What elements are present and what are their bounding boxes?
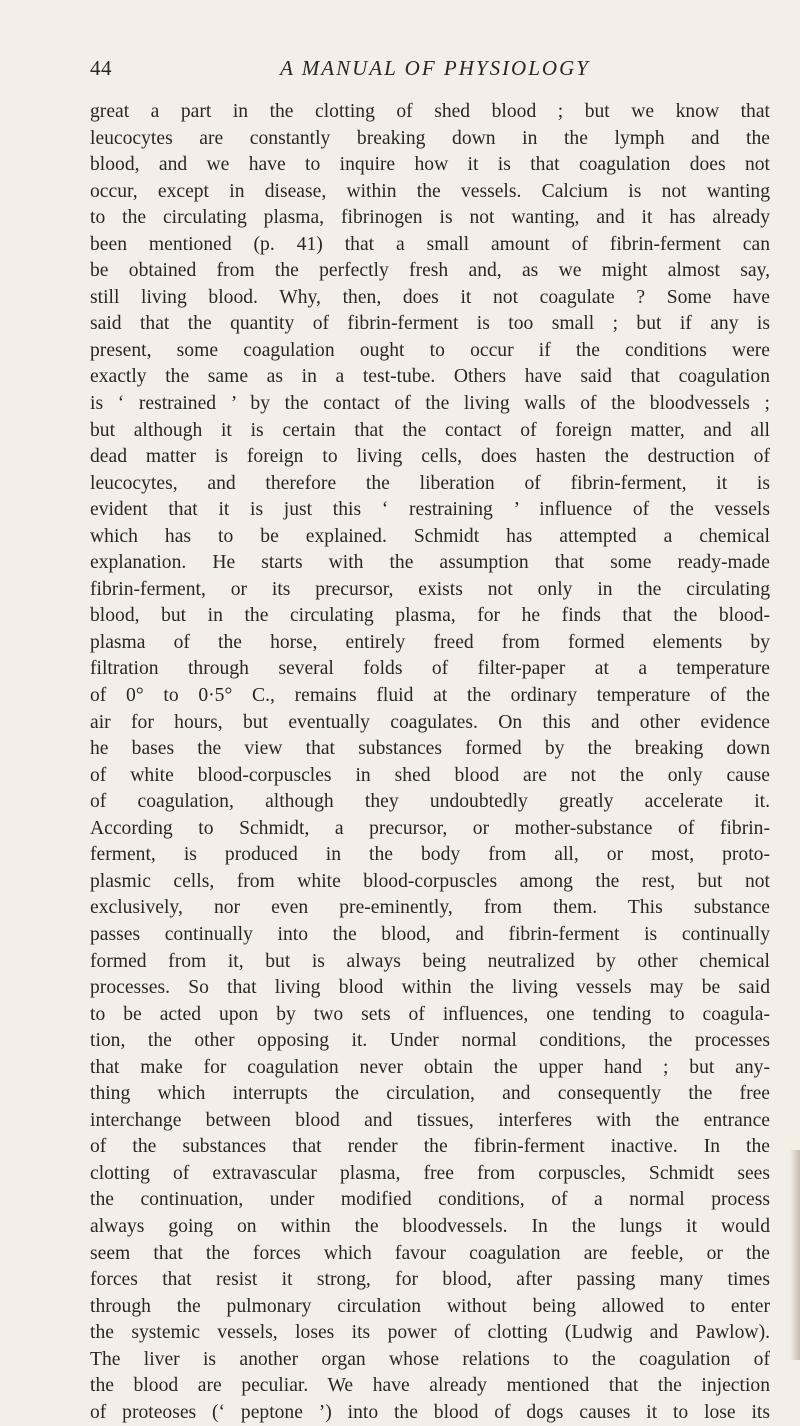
text-line: exclusively, nor even pre-eminently, from them. This substance bbox=[90, 897, 770, 919]
text-line: interchange between blood and tissues, interferes with the entrance bbox=[90, 1109, 770, 1131]
text-line: seem that the forces which favour coagulation are feeble, or the bbox=[90, 1242, 770, 1264]
text-line: ferment, is produced in the body from all, or most, proto- bbox=[90, 844, 770, 866]
text-line: to be acted upon by two sets of influences, one tending to coagula- bbox=[90, 1003, 770, 1025]
text-line: the systemic vessels, loses its power of clotting (Ludwig and Pawlow). bbox=[90, 1322, 770, 1344]
text-line: present, some coagulation ought to occur if the conditions were bbox=[90, 339, 770, 361]
running-head: A MANUAL OF PHYSIOLOGY bbox=[280, 56, 590, 80]
text-line: which has to be explained. Schmidt has attempted a chemical bbox=[90, 525, 770, 547]
text-line: he bases the view that substances formed by the breaking down bbox=[90, 738, 770, 760]
text-line: According to Schmidt, a precursor, or mother-substance of fibrin- bbox=[90, 817, 770, 839]
text-line: is ‘ restrained ’ by the contact of the living walls of the bloodvessels ; bbox=[90, 393, 770, 415]
text-line: of proteoses (‘ peptone ’) into the blood of dogs causes it to lose its bbox=[90, 1401, 770, 1423]
text-line: be obtained from the perfectly fresh and, as we might almost say, bbox=[90, 260, 770, 282]
text-line: explanation. He starts with the assumption that some ready-made bbox=[90, 552, 770, 574]
text-line: thing which interrupts the circulation, and consequently the free bbox=[90, 1083, 770, 1105]
text-line: been mentioned (p. 41) that a small amount of fibrin-ferment can bbox=[90, 233, 770, 255]
text-line: formed from it, but is always being neutralized by other chemical bbox=[90, 950, 770, 972]
text-line: blood, but in the circulating plasma, for he finds that the blood- bbox=[90, 605, 770, 627]
text-line: plasmic cells, from white blood-corpuscles among the rest, but not bbox=[90, 870, 770, 892]
text-line: occur, except in disease, within the vessels. Calcium is not wanting bbox=[90, 180, 770, 202]
text-line: of coagulation, although they undoubtedly greatly accelerate it. bbox=[90, 791, 770, 813]
text-line: passes continually into the blood, and fibrin-ferment is continually bbox=[90, 923, 770, 945]
text-line: processes. So that living blood within the living vessels may be said bbox=[90, 977, 770, 999]
text-line: the blood are peculiar. We have already mentioned that the injection bbox=[90, 1375, 770, 1397]
page-number: 44 bbox=[90, 56, 112, 80]
page-header bbox=[90, 56, 780, 86]
text-line: always going on within the bloodvessels. In the lungs it would bbox=[90, 1215, 770, 1237]
text-line: The liver is another organ whose relations to the coagulation of bbox=[90, 1348, 770, 1370]
text-line: filtration through several folds of filter-paper at a temperature bbox=[90, 658, 770, 680]
text-line: through the pulmonary circulation without being allowed to enter bbox=[90, 1295, 770, 1317]
text-line: evident that it is just this ‘ restraining ’ influence of the vessels bbox=[90, 499, 770, 521]
text-line: leucocytes, and therefore the liberation of fibrin-ferment, it is bbox=[90, 472, 770, 494]
text-line: but although it is certain that the contact of foreign matter, and all bbox=[90, 419, 770, 441]
text-line: of white blood-corpuscles in shed blood are not the only cause bbox=[90, 764, 770, 786]
text-line: forces that resist it strong, for blood, after passing many times bbox=[90, 1269, 770, 1291]
text-line: of the substances that render the fibrin-ferment inactive. In the bbox=[90, 1136, 770, 1158]
text-line: exactly the same as in a test-tube. Others have said that coagulation bbox=[90, 366, 770, 388]
text-line: still living blood. Why, then, does it not coagulate ? Some have bbox=[90, 286, 770, 308]
page-edge-shadow bbox=[790, 1150, 800, 1360]
text-line: to the circulating plasma, fibrinogen is not wanting, and it has already bbox=[90, 207, 770, 229]
text-line: said that the quantity of fibrin-ferment is too small ; but if any is bbox=[90, 313, 770, 335]
text-line: that make for coagulation never obtain the upper hand ; but any- bbox=[90, 1056, 770, 1078]
text-line: clotting of extravascular plasma, free from corpuscles, Schmidt sees bbox=[90, 1162, 770, 1184]
text-line: air for hours, but eventually coagulates. On this and other evidence bbox=[90, 711, 770, 733]
text-line: great a part in the clotting of shed blood ; but we know that bbox=[90, 101, 770, 122]
text-line: of 0° to 0·5° C., remains fluid at the ordinary temperature of the bbox=[90, 685, 770, 707]
text-line: leucocytes are constantly breaking down in the lymph and the bbox=[90, 127, 770, 149]
text-line: the continuation, under modified conditions, of a normal process bbox=[90, 1189, 770, 1211]
text-line: blood, and we have to inquire how it is that coagulation does not bbox=[90, 154, 770, 176]
text-line: dead matter is foreign to living cells, does hasten the destruction of bbox=[90, 446, 770, 468]
text-line: tion, the other opposing it. Under normal conditions, the processes bbox=[90, 1030, 770, 1052]
text-line: fibrin-ferment, or its precursor, exists not only in the circulating bbox=[90, 578, 770, 600]
body-paragraph bbox=[90, 99, 770, 1426]
text-line: plasma of the horse, entirely freed from formed elements by bbox=[90, 631, 770, 653]
